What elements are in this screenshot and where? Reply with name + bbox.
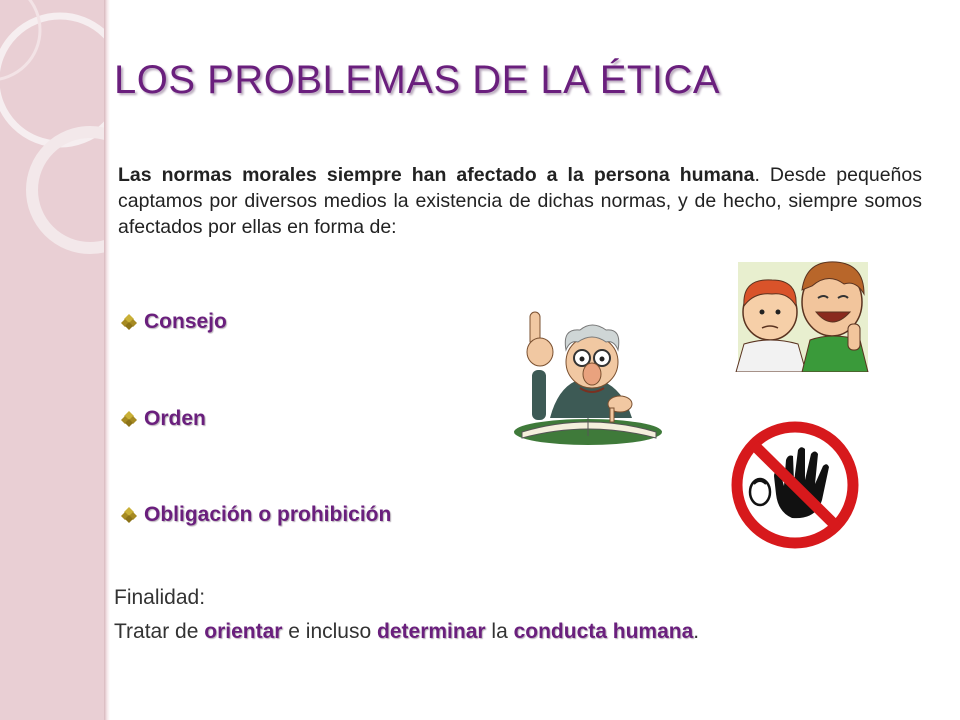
slide-title: LOS PROBLEMAS DE LA ÉTICA	[114, 58, 721, 102]
highlight-conducta-humana: conducta humana	[513, 620, 694, 643]
prohibition-sign-icon	[730, 420, 860, 550]
bullet-item-orden	[120, 407, 206, 431]
highlight-orientar: orientar	[204, 620, 283, 643]
intro-bold-text: Las normas morales siempre han afectado a la persona humana	[118, 164, 755, 186]
professor-clipart-image	[510, 300, 665, 450]
sidebar-edge	[104, 0, 110, 720]
intro-rest-text: . Desde pequeños captamos por diversos medios la existencia de dichas normas, y de hecho, siempre somos afectados por ellas en forma de:	[118, 164, 922, 238]
finalidad-sentence	[114, 620, 699, 644]
sidebar-rings-decoration	[0, 0, 104, 720]
bullet-label: Orden	[144, 407, 206, 430]
bullet-label: Consejo	[144, 310, 227, 333]
highlight-determinar: determinar	[377, 620, 486, 643]
finalidad-prefix: Tratar de	[114, 620, 205, 643]
bullet-label: Obligación o prohibición	[144, 503, 392, 526]
finalidad-label: Finalidad:	[114, 586, 206, 609]
finalidad-mid2: la	[485, 620, 514, 643]
decorative-sidebar	[0, 0, 104, 720]
finalidad-mid1: e incluso	[282, 620, 378, 643]
intro-paragraph	[118, 162, 922, 240]
finalidad-suffix: .	[693, 620, 700, 643]
diamond-bullet-icon	[120, 410, 138, 428]
friends-clipart-image	[732, 250, 874, 372]
bullet-item-obligacion	[120, 503, 391, 527]
diamond-bullet-icon	[120, 313, 138, 331]
bullet-item-consejo	[120, 310, 227, 334]
diamond-bullet-icon	[120, 506, 138, 524]
